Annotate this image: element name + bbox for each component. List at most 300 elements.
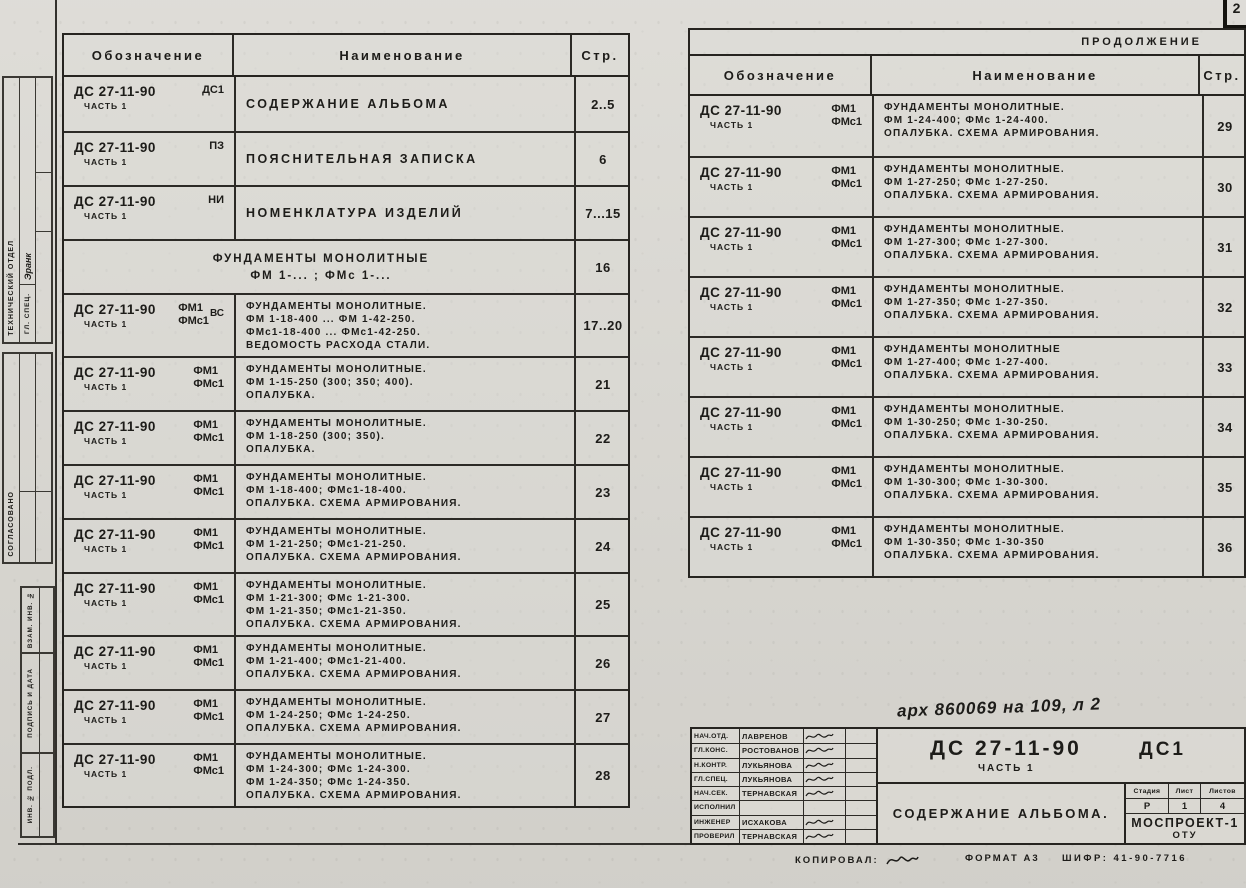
- marks-stack: [193, 527, 224, 553]
- designation-code-part: [74, 698, 156, 739]
- marks-stack: [193, 419, 224, 445]
- margin-inventory-box: [20, 586, 55, 654]
- name-line: ОПАЛУБКА. СХЕМА АРМИРОВАНИЯ.: [884, 430, 1100, 441]
- mark: ФМс1: [831, 538, 862, 550]
- margin-inventory-box: [20, 652, 55, 754]
- designation-marks: [209, 140, 224, 181]
- designation-code: ДС 27-11-90: [700, 525, 782, 540]
- name-line: ФМ 1-30-300; ФМс 1-30-300.: [884, 477, 1049, 488]
- signer-role: ИСПОЛНИЛ: [694, 804, 736, 812]
- name-line: ФУНДАМЕНТЫ МОНОЛИТНЫЕ.: [246, 301, 427, 312]
- designation-code-part: [700, 345, 782, 392]
- stage-value-sheets: 4: [1200, 799, 1244, 814]
- table-row: [64, 185, 628, 239]
- signer-signature: [803, 773, 845, 786]
- marks-stack: [193, 698, 224, 724]
- organization-name: МОСПРОЕКТ-1: [1131, 816, 1239, 830]
- mark: ФМ1: [831, 465, 857, 477]
- designation-code-part: [74, 194, 156, 235]
- page-cell: 34: [1202, 398, 1246, 456]
- name-cell: [234, 574, 574, 635]
- designation-code: ДС 27-11-90: [74, 581, 156, 596]
- signer-name: ЛУКЬЯНОВА: [739, 759, 803, 772]
- signature-mark: [885, 853, 919, 867]
- table-row: [64, 131, 628, 185]
- signer-role: Н.КОНТР.: [694, 761, 728, 769]
- marks-stack: [831, 165, 862, 191]
- header-designation: Обозначение: [64, 35, 234, 75]
- designation-code: ДС 27-11-90: [700, 345, 782, 360]
- mark: ФМ1: [193, 581, 219, 593]
- designation-cell: [690, 158, 872, 216]
- signer-role: ГЛ.СПЕЦ.: [694, 775, 728, 783]
- mark: ФМс1: [831, 418, 862, 430]
- signer-row: [692, 786, 876, 800]
- signer-date-cell: [845, 759, 876, 772]
- designation-code-part: [74, 419, 156, 460]
- designation-cell: [64, 358, 234, 410]
- designation-code: ДС 27-11-90: [74, 419, 156, 434]
- margin-tech-dept-box: [2, 76, 53, 344]
- designation-cell: [64, 637, 234, 689]
- name-cell: [872, 518, 1202, 576]
- signer-signature: [803, 787, 845, 800]
- margin-col-tech-dept: [4, 78, 20, 342]
- signer-row: [692, 743, 876, 757]
- designation-part: ЧАСТЬ 1: [84, 211, 128, 221]
- signer-name: ЛУКЬЯНОВА: [739, 773, 803, 786]
- signature-mark: [804, 831, 834, 842]
- signature-mark: [804, 774, 834, 785]
- name-cell: [872, 338, 1202, 396]
- designation-code: ДС 27-11-90: [74, 84, 156, 99]
- signer-date-cell: [845, 816, 876, 829]
- signer-role: ГЛ.КОНС.: [694, 747, 728, 755]
- corner-page-number-value: 2: [1232, 0, 1241, 16]
- name-line: ФУНДАМЕНТЫ МОНОЛИТНЫЕ.: [246, 751, 427, 762]
- marks-stack: [193, 644, 224, 670]
- designation-part: ЧАСТЬ 1: [84, 157, 128, 167]
- name-cell: [234, 745, 574, 806]
- mark: ФМс1: [193, 657, 224, 669]
- mark: ФМс1: [831, 298, 862, 310]
- designation-part: ЧАСТЬ 1: [84, 490, 128, 500]
- table-row: [690, 396, 1244, 456]
- name-line: ОПАЛУБКА. СХЕМА АРМИРОВАНИЯ.: [884, 310, 1100, 321]
- table-body: [64, 77, 628, 806]
- name-line: ФМ 1-24-350; ФМс 1-24-350.: [246, 777, 411, 788]
- mark: ПЗ: [209, 140, 224, 152]
- copied-label: КОПИРОВАЛ:: [795, 854, 879, 866]
- margin-inventory-box: [20, 752, 55, 838]
- designation-code: ДС 27-11-90: [74, 302, 156, 317]
- designation-code-part: [74, 644, 156, 685]
- name-line: ФУНДАМЕНТЫ МОНОЛИТНЫЕ.: [246, 643, 427, 654]
- table-row: [690, 156, 1244, 216]
- signature-mark: [804, 731, 834, 742]
- margin-label: ПОДПИСЬ И ДАТА: [27, 668, 34, 738]
- mark: ФМ1: [193, 473, 219, 485]
- name-cell: [872, 458, 1202, 516]
- mark: ФМс1: [831, 238, 862, 250]
- title-block: [690, 727, 1246, 845]
- signer-name: ИСХАКОВА: [739, 816, 803, 829]
- designation-code-part: [74, 84, 156, 127]
- contents-table-continued: [688, 28, 1246, 578]
- designation-code: ДС 27-11-90: [74, 473, 156, 488]
- marks-stack: [831, 103, 862, 129]
- name-line: ОПАЛУБКА. СХЕМА АРМИРОВАНИЯ.: [884, 128, 1100, 139]
- designation-code: ДС 27-11-90: [74, 140, 156, 155]
- name-line: ФМ 1-24-250; ФМс 1-24-250.: [246, 710, 411, 721]
- signer-row: [692, 729, 876, 743]
- page-cell: 2..5: [574, 77, 630, 131]
- mark: ФМ1: [831, 165, 857, 177]
- doc-title: СОДЕРЖАНИЕ АЛЬБОМА.: [878, 784, 1126, 843]
- mark: ФМ1: [831, 103, 857, 115]
- corner-page-number: [1223, 0, 1246, 29]
- mark: ФМ1: [831, 225, 857, 237]
- name-line: ФМ 1-... ; ФМс 1-...: [250, 269, 392, 282]
- designation-part: ЧАСТЬ 1: [710, 422, 754, 432]
- table-row: [64, 77, 628, 131]
- mark: ФМ1: [178, 302, 203, 314]
- organization-box: [1126, 814, 1244, 843]
- name-line: ФМ 1-15-250 (300; 350; 400).: [246, 377, 414, 388]
- table-row: [64, 410, 628, 464]
- name-line: ФМ 1-30-250; ФМс 1-30-250.: [884, 417, 1049, 428]
- table-row: [64, 518, 628, 572]
- signer-signature: [803, 801, 845, 814]
- signer-role: ИНЖЕНЕР: [694, 818, 731, 826]
- mark: ФМ1: [831, 405, 857, 417]
- designation-code-part: [74, 752, 156, 802]
- name-line: ФМ 1-21-300; ФМс 1-21-300.: [246, 593, 411, 604]
- designation-marks: [178, 302, 224, 352]
- signer-row: [692, 815, 876, 829]
- designation-code: ДС 27-11-90: [700, 225, 782, 240]
- table-row: [64, 635, 628, 689]
- designation-cell: [64, 574, 234, 635]
- name-line: ФМ 1-27-400; ФМс 1-27-400.: [884, 357, 1049, 368]
- name-cell: [234, 77, 574, 131]
- stage-value-stage: Р: [1126, 799, 1168, 814]
- signer-row: [692, 800, 876, 814]
- designation-code-part: [700, 165, 782, 212]
- designation-part: ЧАСТЬ 1: [84, 598, 128, 608]
- name-cell: [234, 412, 574, 464]
- table-row: [690, 276, 1244, 336]
- mark: ФМс1: [193, 711, 224, 723]
- mark: ФМс1: [178, 315, 209, 327]
- page-cell: 28: [574, 745, 630, 806]
- designation-marks: [193, 419, 224, 460]
- mark: ФМ1: [831, 345, 857, 357]
- designation-cell: [690, 218, 872, 276]
- mark: ФМс1: [831, 478, 862, 490]
- name-line: ФМ 1-18-400; ФМс1-18-400.: [246, 485, 407, 496]
- name-cell: [234, 358, 574, 410]
- designation-marks: [831, 285, 862, 332]
- designation-cell: [64, 77, 234, 131]
- name-cell: [872, 278, 1202, 336]
- mark: ФМ1: [831, 525, 857, 537]
- continuation-label: ПРОДОЛЖЕНИЕ: [1081, 36, 1202, 48]
- footer-cipher: ШИФР: 41-90-7716: [1062, 853, 1188, 864]
- margin-label: ИНВ. № ПОДЛ.: [27, 766, 34, 824]
- signer-signature: [803, 744, 845, 757]
- table-row: [64, 239, 628, 293]
- designation-code: ДС 27-11-90: [74, 644, 156, 659]
- signer-name: ТЕРНАВСКАЯ: [739, 830, 803, 843]
- name-line: ФУНДАМЕНТЫ МОНОЛИТНЫЕ: [212, 252, 430, 265]
- margin-label: ВЗАМ. ИНВ. №: [27, 591, 34, 649]
- title-block-top: [878, 729, 1244, 784]
- header-page: Стр.: [1203, 67, 1241, 83]
- designation-part: ЧАСТЬ 1: [84, 382, 128, 392]
- marks-stack: [193, 581, 224, 607]
- table-row: [64, 743, 628, 806]
- name-line: ОПАЛУБКА. СХЕМА АРМИРОВАНИЯ.: [884, 190, 1100, 201]
- name-cell: [872, 96, 1202, 156]
- signer-date-cell: [845, 729, 876, 743]
- title-block-right: [1126, 784, 1244, 843]
- marks-stack: [193, 752, 224, 778]
- designation-marks: [831, 525, 862, 572]
- name-line: ОПАЛУБКА. СХЕМА АРМИРОВАНИЯ.: [884, 490, 1100, 501]
- signer-signature: [803, 759, 845, 772]
- margin-col-signature: [20, 78, 36, 342]
- signature-mark: [804, 788, 834, 799]
- page-cell: 33: [1202, 338, 1246, 396]
- name-line: СОДЕРЖАНИЕ АЛЬБОМА: [246, 97, 450, 111]
- signature-mark: [804, 760, 834, 771]
- designation-code: ДС 27-11-90: [74, 365, 156, 380]
- signer-row: [692, 758, 876, 772]
- designation-part: ЧАСТЬ 1: [84, 319, 128, 329]
- name-line: ВЕДОМОСТЬ РАСХОДА СТАЛИ.: [246, 340, 431, 351]
- designation-code: ДС 27-11-90: [74, 698, 156, 713]
- designation-part: ЧАСТЬ 1: [84, 101, 128, 111]
- signer-name: [739, 801, 803, 814]
- name-line: ФУНДАМЕНТЫ МОНОЛИТНЫЕ.: [884, 224, 1065, 235]
- stage-header-sheet: Лист: [1168, 784, 1200, 799]
- designation-code-part: [74, 365, 156, 406]
- mark: ФМс1: [193, 540, 224, 552]
- table-row: [64, 293, 628, 356]
- designation-code: ДС 27-11-90: [700, 165, 782, 180]
- marks-stack: [831, 345, 862, 371]
- archive-note: арх 860069 на 109, л 2: [896, 694, 1102, 721]
- designation-marks: [831, 465, 862, 512]
- stage-value-sheet: 1: [1168, 799, 1200, 814]
- name-line: ФУНДАМЕНТЫ МОНОЛИТНЫЕ.: [884, 164, 1065, 175]
- header-page: Стр.: [581, 47, 619, 63]
- designation-cell: [64, 133, 234, 185]
- mark: ФМ1: [193, 419, 219, 431]
- stage-table: [1126, 784, 1244, 814]
- header-designation: Обозначение: [690, 56, 872, 94]
- marks-stack: [831, 285, 862, 311]
- mark: ФМс1: [193, 378, 224, 390]
- signature-mark: [804, 745, 834, 756]
- name-line: ФУНДАМЕНТЫ МОНОЛИТНЫЕ.: [884, 284, 1065, 295]
- name-line: ФУНДАМЕНТЫ МОНОЛИТНЫЕ.: [246, 418, 427, 429]
- designation-part: ЧАСТЬ 1: [710, 542, 754, 552]
- designation-cell: [64, 691, 234, 743]
- name-cell: [872, 158, 1202, 216]
- name-cell: [234, 637, 574, 689]
- page-cell: 30: [1202, 158, 1246, 216]
- signer-date-cell: [845, 830, 876, 843]
- designation-code-part: [74, 302, 156, 352]
- designation-code-part: [700, 225, 782, 272]
- designation-code-part: [700, 525, 782, 572]
- table-row: [690, 456, 1244, 516]
- designation-code-part: [700, 405, 782, 452]
- designation-code: ДС 27-11-90: [700, 405, 782, 420]
- designation-cell: [690, 96, 872, 156]
- name-line: ФМ 1-24-400; ФМс 1-24-400.: [884, 115, 1049, 126]
- page-cell: 31: [1202, 218, 1246, 276]
- margin-inventory-label: [22, 654, 40, 752]
- designation-part: ЧАСТЬ 1: [84, 715, 128, 725]
- name-line: ФУНДАМЕНТЫ МОНОЛИТНЫЕ.: [246, 580, 427, 591]
- marks-stack: [178, 302, 209, 328]
- name-line: ОПАЛУБКА. СХЕМА АРМИРОВАНИЯ.: [246, 498, 462, 509]
- designation-marks: [193, 365, 224, 406]
- sheet-frame-left-line: [55, 0, 57, 845]
- designation-marks: [831, 405, 862, 452]
- mark: ФМ1: [831, 285, 857, 297]
- mark: ФМ1: [193, 527, 219, 539]
- designation-cell: [64, 295, 234, 356]
- stage-header-stage: Стадия: [1126, 784, 1168, 799]
- designation-cell: [64, 187, 234, 239]
- marks-stack: [831, 525, 862, 551]
- name-line: ФМ 1-30-350; ФМс 1-30-350: [884, 537, 1045, 548]
- table-row: [64, 689, 628, 743]
- name-line: ОПАЛУБКА. СХЕМА АРМИРОВАНИЯ.: [884, 550, 1100, 561]
- margin-inventory-boxes: [20, 586, 55, 842]
- designation-part: ЧАСТЬ 1: [710, 120, 754, 130]
- contents-table: [62, 33, 630, 808]
- name-line: ФМ 1-27-300; ФМс 1-27-300.: [884, 237, 1049, 248]
- designation-part: ЧАСТЬ 1: [84, 769, 128, 779]
- designation-code: ДС 27-11-90: [74, 194, 156, 209]
- page-cell: 36: [1202, 518, 1246, 576]
- designation-marks: [831, 225, 862, 272]
- continuation-banner: [690, 30, 1244, 56]
- designation-cell: [690, 278, 872, 336]
- signer-row: [692, 829, 876, 843]
- designation-code-part: [700, 103, 782, 152]
- margin-agreed-box: [2, 352, 53, 564]
- tech-dept-label: ТЕХНИЧЕСКИЙ ОТДЕЛ: [8, 240, 15, 336]
- name-line: ФМ 1-18-400 ... ФМ 1-42-250.: [246, 314, 416, 325]
- stage-header-sheets: Листов: [1200, 784, 1244, 799]
- name-line: ФМс1-18-400 ... ФМс1-42-250.: [246, 327, 421, 338]
- name-line: ФУНДАМЕНТЫ МОНОЛИТНЫЕ.: [246, 697, 427, 708]
- page-cell: 35: [1202, 458, 1246, 516]
- name-line: ОПАЛУБКА. СХЕМА АРМИРОВАНИЯ.: [246, 790, 462, 801]
- signer-row: [692, 772, 876, 786]
- name-cell: [234, 691, 574, 743]
- signer-signature: [803, 830, 845, 843]
- mark: ФМс1: [193, 432, 224, 444]
- tech-dept-signature: Эранк: [22, 253, 33, 281]
- signer-date-cell: [845, 744, 876, 757]
- signer-name: ТЕРНАВСКАЯ: [739, 787, 803, 800]
- designation-cell: [64, 745, 234, 806]
- margin-inventory-label: [22, 754, 40, 836]
- designation-marks: [193, 527, 224, 568]
- name-line: ОПАЛУБКА. СХЕМА АРМИРОВАНИЯ.: [246, 619, 462, 630]
- page-cell: 6: [574, 133, 630, 185]
- table-row: [690, 96, 1244, 156]
- marks-stack: [831, 225, 862, 251]
- designation-part: ЧАСТЬ 1: [84, 661, 128, 671]
- doc-part: ЧАСТЬ 1: [978, 763, 1035, 774]
- designation-part: ЧАСТЬ 1: [84, 544, 128, 554]
- page-cell: 23: [574, 466, 630, 518]
- marks-stack: [193, 473, 224, 499]
- name-line: ОПАЛУБКА. СХЕМА АРМИРОВАНИЯ.: [246, 723, 462, 734]
- signer-name: РОСТОВАНОВ: [739, 744, 803, 757]
- designation-code: ДС 27-11-90: [700, 285, 782, 300]
- table-row: [690, 336, 1244, 396]
- page-cell: 24: [574, 520, 630, 572]
- page-cell: 29: [1202, 96, 1246, 156]
- name-line: ФУНДАМЕНТЫ МОНОЛИТНЫЕ.: [884, 524, 1065, 535]
- designation-cell: [64, 466, 234, 518]
- designation-cell: [690, 338, 872, 396]
- name-line: ОПАЛУБКА.: [246, 390, 316, 401]
- name-line: ФУНДАМЕНТЫ МОНОЛИТНЫЕ.: [884, 102, 1065, 113]
- name-line: ОПАЛУБКА. СХЕМА АРМИРОВАНИЯ.: [884, 370, 1100, 381]
- mark: ДС1: [202, 84, 224, 96]
- designation-marks: [193, 752, 224, 802]
- designation-part: ЧАСТЬ 1: [710, 182, 754, 192]
- designation-cell: [690, 458, 872, 516]
- designation-marks: [831, 165, 862, 212]
- margin-inventory-label: [22, 588, 40, 652]
- agreed-label: СОГЛАСОВАНО: [8, 490, 15, 556]
- footer-copied: [795, 853, 919, 867]
- page-cell: 17..20: [574, 295, 630, 356]
- designation-cell: [64, 520, 234, 572]
- signer-role: ПРОВЕРИЛ: [694, 832, 735, 840]
- designation-part: ЧАСТЬ 1: [710, 362, 754, 372]
- designation-marks: [193, 698, 224, 739]
- margin-col-agreed: [4, 354, 20, 562]
- designation-marks: [208, 194, 224, 235]
- page-cell: 32: [1202, 278, 1246, 336]
- designation-part: ЧАСТЬ 1: [84, 436, 128, 446]
- marks-stack: [193, 365, 224, 391]
- doc-code: ДС 27-11-90: [930, 737, 1082, 760]
- page-cell: 25: [574, 574, 630, 635]
- signature-mark: [804, 817, 834, 828]
- designation-code: ДС 27-11-90: [700, 103, 782, 118]
- marks-stack: [208, 194, 224, 207]
- designation-code: ДС 27-11-90: [74, 527, 156, 542]
- designation-marks: [831, 103, 862, 152]
- name-cell: [872, 398, 1202, 456]
- designation-code-part: [74, 140, 156, 181]
- album-code: ДС1: [1139, 739, 1186, 760]
- designation-code: ДС 27-11-90: [74, 752, 156, 767]
